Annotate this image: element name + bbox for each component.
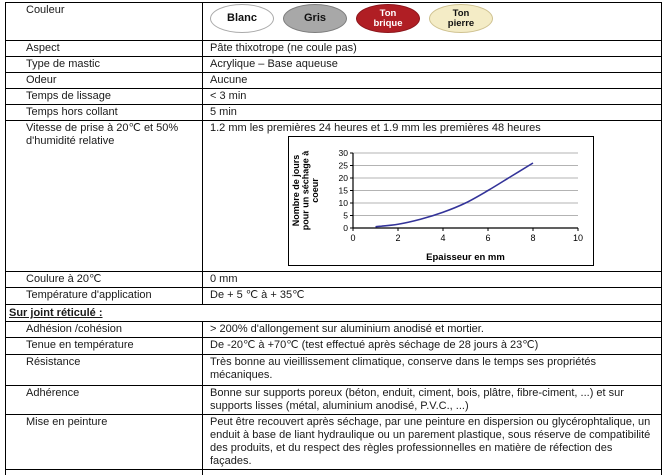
row-label-couleur: Couleur	[6, 3, 203, 40]
svg-text:Epaisseur en mm: Epaisseur en mm	[426, 252, 505, 263]
swatch-ton-pierre-line1: Ton	[452, 8, 470, 19]
row-value-resistance: Très bonne au vieillissement climatique, conserve dans le temps ses propriétés mécaniques.	[210, 356, 596, 381]
table-row-type-mastic	[6, 57, 661, 73]
swatch-blanc-label: Blanc	[227, 12, 257, 24]
technical-datasheet-table	[5, 2, 662, 475]
section-title: Sur joint réticulé :	[9, 307, 103, 319]
swatch-blanc	[210, 4, 274, 33]
swatch-ton-brique	[356, 4, 420, 33]
row-value-vitesse-prise	[203, 121, 661, 271]
section-header-sur-joint-reticule	[6, 305, 661, 322]
drying-time-chart-svg	[289, 137, 593, 265]
row-label-temps-hors-collant: Temps hors collant	[6, 105, 203, 120]
row-label-odeur: Odeur	[6, 73, 203, 88]
svg-text:10: 10	[338, 198, 348, 208]
row-label-mise-en-peinture: Mise en peinture	[6, 415, 203, 469]
row-label-adhesion: Adhésion /cohésion	[6, 322, 203, 337]
vitesse-prise-text: 1.2 mm les premières 24 heures et 1.9 mm les premières 48 heures	[210, 122, 541, 134]
svg-text:5: 5	[343, 210, 348, 221]
row-value-temperature-application: De + 5 ℃ à + 35℃	[210, 289, 305, 301]
svg-text:6: 6	[485, 233, 491, 243]
row-label-temperature-application: Température d'application	[6, 288, 203, 304]
svg-text:10: 10	[572, 233, 584, 243]
row-label-temps-lissage: Temps de lissage	[6, 89, 203, 104]
row-value-temps-lissage: < 3 min	[210, 90, 247, 102]
svg-text:0: 0	[350, 233, 356, 243]
row-value-coulure: 0 mm	[210, 273, 238, 285]
table-row-adherence	[6, 386, 661, 415]
row-value-adherence: Bonne sur supports poreux (béton, enduit, ciment, bois, plâtre, fibre-ciment, ...) et sur supports lisses (métal, aluminium anodisé, P.V.C., ...)	[210, 387, 624, 412]
swatch-gris	[283, 4, 347, 33]
row-value-tenue-temperature: De -20℃ à +70℃ (test effectué après séchage de 28 jours à 23℃)	[210, 339, 539, 351]
swatch-ton-brique-line2: brique	[373, 17, 403, 29]
row-value-odeur: Aucune	[210, 74, 248, 86]
svg-text:15: 15	[338, 185, 348, 196]
swatch-gris-label: Gris	[303, 12, 326, 24]
svg-text:30: 30	[338, 148, 348, 158]
row-label-adherence: Adhérence	[6, 386, 203, 414]
table-row-temps-hors-collant	[6, 105, 661, 121]
swatch-ton-pierre-line2: pierre	[447, 17, 475, 29]
row-value-type-mastic: Acrylique – Base aqueuse	[210, 58, 338, 70]
row-label-tenue-temperature: Tenue en température	[6, 338, 203, 354]
table-row-resistance	[6, 355, 661, 386]
row-value-adhesion: > 200% d'allongement sur aluminium anodisé et mortier.	[210, 323, 484, 335]
swatch-ton-brique-line1: Ton	[379, 8, 397, 19]
svg-text:4: 4	[440, 233, 446, 243]
row-value-aspect: Pâte thixotrope (ne coule pas)	[210, 42, 357, 54]
table-row-aspect	[6, 41, 661, 57]
svg-text:20: 20	[338, 173, 348, 183]
table-row-vitesse-prise	[6, 121, 661, 272]
table-row-temperature-application	[6, 288, 661, 305]
row-label-resistance: Résistance	[6, 355, 203, 385]
color-swatches	[203, 3, 661, 40]
svg-text:2: 2	[395, 233, 401, 243]
drying-time-chart	[288, 136, 594, 266]
table-row-couleur	[6, 3, 661, 41]
table-row-mise-en-peinture	[6, 415, 661, 470]
svg-text:8: 8	[530, 233, 536, 243]
svg-text:0: 0	[343, 223, 348, 233]
table-row-continuation	[6, 470, 661, 475]
row-label-type-mastic: Type de mastic	[6, 57, 203, 72]
table-row-tenue-temperature	[6, 338, 661, 355]
continuation-label-cell	[6, 470, 203, 475]
row-value-mise-en-peinture: Peut être recouvert après séchage, par une peinture en dispersion ou glycérophtalique, un enduit à base de liant hydraulique ou un parement plastique, sous réserve de compatibilité des produits, et du respect des règles professionnelles en matière de réfection des façades.	[210, 416, 651, 467]
svg-text:Nombre de jourspour un séchage: Nombre de jourspour un séchage àcoeur	[291, 150, 320, 231]
table-row-adhesion	[6, 322, 661, 338]
table-row-odeur	[6, 73, 661, 89]
table-row-temps-lissage	[6, 89, 661, 105]
table-row-coulure	[6, 272, 661, 288]
swatch-ton-pierre	[429, 4, 493, 33]
row-label-vitesse-prise: Vitesse de prise à 20℃ et 50% d'humidité relative	[6, 121, 203, 271]
row-label-coulure: Coulure à 20℃	[6, 272, 203, 287]
continuation-value-cell	[203, 470, 661, 475]
row-value-temps-hors-collant: 5 min	[210, 106, 237, 118]
row-label-aspect: Aspect	[6, 41, 203, 56]
svg-text:25: 25	[338, 160, 348, 171]
